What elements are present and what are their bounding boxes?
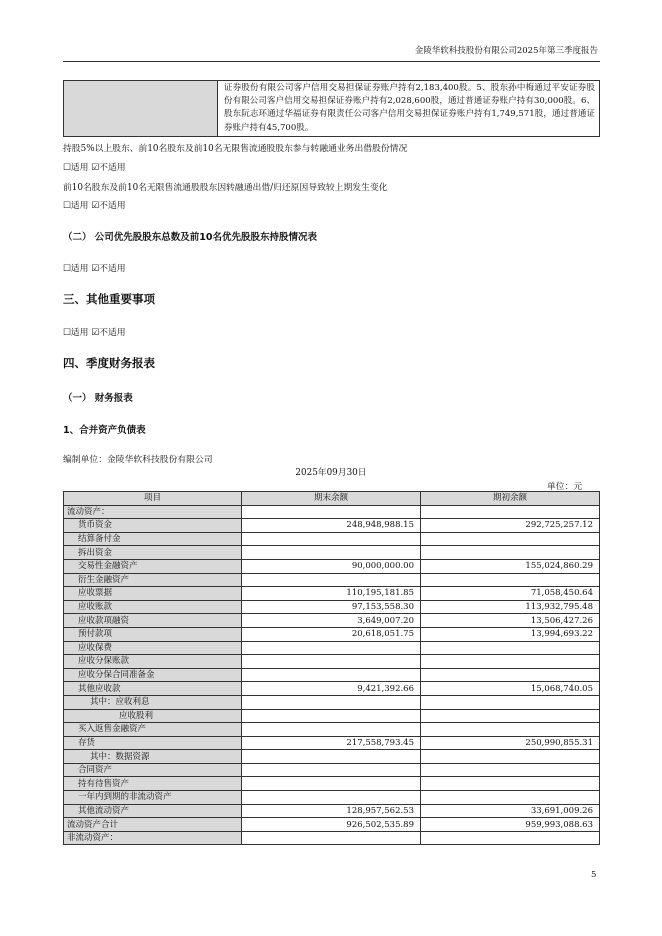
header-rule [63, 61, 600, 62]
row-item-label: 应收分保账款 [64, 655, 242, 669]
page-number: 5 [591, 870, 597, 880]
row-end-balance: 3,649,007.20 [242, 614, 421, 628]
row-end-balance [242, 546, 421, 560]
row-end-balance [242, 777, 421, 791]
row-item-label: 流动资产： [64, 505, 242, 519]
row-start-balance [421, 641, 600, 655]
row-start-balance [421, 831, 600, 845]
table-row [64, 791, 600, 805]
balance-sheet-table [63, 491, 600, 845]
row-end-balance [242, 709, 421, 723]
row-start-balance [421, 750, 600, 764]
row-item-label: 货币资金 [64, 519, 242, 533]
row-item-label: 买入返售金融资产 [64, 723, 242, 737]
currency-unit: 单位：元 [547, 482, 583, 492]
table-row [64, 546, 600, 560]
note-label-cell [64, 81, 218, 137]
lending-question: 持股5%以上股东、前10名股东及前10名无限售流通股股东参与转融通业务出借股份情况 [63, 144, 408, 154]
preferred-applicability: ☐适用 ☑不适用 [63, 264, 126, 274]
row-start-balance [421, 573, 600, 587]
row-start-balance: 250,990,855.31 [421, 736, 600, 750]
row-start-balance: 13,994,693.22 [421, 627, 600, 641]
row-start-balance [421, 709, 600, 723]
table-row [64, 627, 600, 641]
row-item-label: 其中：应收利息 [64, 695, 242, 709]
quarterly-statements-heading: 四、季度财务报表 [63, 356, 155, 370]
other-applicability: ☐适用 ☑不适用 [63, 328, 126, 338]
row-start-balance [421, 505, 600, 519]
row-item-label: 交易性金融资产 [64, 559, 242, 573]
row-item-label: 存货 [64, 736, 242, 750]
balance-sheet-heading: 1、合并资产负债表 [63, 425, 146, 436]
row-start-balance: 13,506,427.26 [421, 614, 600, 628]
row-end-balance: 926,502,535.89 [242, 818, 421, 832]
row-item-label: 拆出资金 [64, 546, 242, 560]
row-start-balance [421, 723, 600, 737]
row-start-balance [421, 532, 600, 546]
row-item-label: 非流动资产： [64, 831, 242, 845]
row-item-label: 应收股利 [64, 709, 242, 723]
row-end-balance: 110,195,181.85 [242, 587, 421, 601]
row-start-balance [421, 777, 600, 791]
table-row [64, 709, 600, 723]
row-item-label: 预付款项 [64, 627, 242, 641]
table-row [64, 668, 600, 682]
row-end-balance [242, 532, 421, 546]
row-start-balance: 33,691,009.26 [421, 804, 600, 818]
table-row [64, 695, 600, 709]
column-header-end-balance: 期末余额 [242, 492, 421, 506]
table-row [64, 655, 600, 669]
financial-statements-heading: （一） 财务报表 [63, 393, 133, 404]
row-start-balance [421, 668, 600, 682]
row-end-balance: 20,618,051.75 [242, 627, 421, 641]
table-row [64, 519, 600, 533]
row-start-balance [421, 695, 600, 709]
row-end-balance [242, 573, 421, 587]
row-item-label: 流动资产合计 [64, 818, 242, 832]
table-row [64, 818, 600, 832]
shareholder-note-table [63, 80, 600, 137]
row-end-balance [242, 763, 421, 777]
row-start-balance: 959,993,088.63 [421, 818, 600, 832]
table-row [64, 736, 600, 750]
row-item-label: 衍生金融资产 [64, 573, 242, 587]
row-start-balance: 292,725,257.12 [421, 519, 600, 533]
row-end-balance: 248,948,988.15 [242, 519, 421, 533]
table-row [64, 750, 600, 764]
row-item-label: 应收票据 [64, 587, 242, 601]
table-row [64, 532, 600, 546]
statement-date: 2025年09月30日 [295, 468, 367, 478]
row-start-balance [421, 655, 600, 669]
row-item-label: 其他应收款 [64, 682, 242, 696]
table-row [64, 682, 600, 696]
other-matters-heading: 三、其他重要事项 [63, 292, 155, 306]
change-question: 前10名股东及前10名无限售流通股股东因转融通出借/归还原因导致较上期发生变化 [63, 183, 388, 193]
table-row [64, 587, 600, 601]
lending-applicability: ☐适用 ☑不适用 [63, 163, 126, 173]
row-end-balance [242, 641, 421, 655]
preferred-heading: （二） 公司优先股股东总数及前10名优先股股东持股情况表 [63, 232, 318, 243]
row-item-label: 应收保费 [64, 641, 242, 655]
table-row [64, 573, 600, 587]
table-header-row [64, 492, 600, 506]
row-item-label: 其他流动资产 [64, 804, 242, 818]
row-end-balance: 128,957,562.53 [242, 804, 421, 818]
row-item-label: 应收款项融资 [64, 614, 242, 628]
row-end-balance [242, 831, 421, 845]
row-item-label: 应收分保合同准备金 [64, 668, 242, 682]
table-row [64, 777, 600, 791]
row-start-balance: 15,068,740.05 [421, 682, 600, 696]
table-row [64, 559, 600, 573]
shareholder-note-text: 证券股份有限公司客户信用交易担保证券账户持有2,183,400股。5、股东孙中梅通过平安证券股份有限公司客户信用交易担保证券账户持有2,028,600股，通过普通证券账户持有30,000股。6、股东阮志环通过华福证券有限责任公司客户信用交易担保证券账户持有1,749,571股，通过普通证券账户持有45,700股。 [218, 81, 600, 137]
row-start-balance [421, 763, 600, 777]
row-item-label: 合同资产 [64, 763, 242, 777]
row-item-label: 其中：数据资源 [64, 750, 242, 764]
table-row [64, 804, 600, 818]
row-end-balance: 90,000,000.00 [242, 559, 421, 573]
row-end-balance: 9,421,392.66 [242, 682, 421, 696]
row-start-balance [421, 546, 600, 560]
table-row [64, 614, 600, 628]
change-applicability: ☐适用 ☑不适用 [63, 201, 126, 211]
row-item-label: 持有待售资产 [64, 777, 242, 791]
compiler-line: 编制单位：金陵华软科技股份有限公司 [63, 455, 213, 465]
row-item-label: 应收账款 [64, 600, 242, 614]
row-start-balance: 71,058,450.64 [421, 587, 600, 601]
row-item-label: 结算备付金 [64, 532, 242, 546]
row-end-balance [242, 505, 421, 519]
row-end-balance [242, 668, 421, 682]
row-end-balance [242, 655, 421, 669]
row-start-balance: 113,932,795.48 [421, 600, 600, 614]
row-end-balance [242, 695, 421, 709]
row-start-balance [421, 791, 600, 805]
row-end-balance: 217,558,793.45 [242, 736, 421, 750]
row-end-balance [242, 723, 421, 737]
page-header: 金陵华软科技股份有限公司2025年第三季度报告 [414, 46, 598, 56]
column-header-item: 项目 [64, 492, 242, 506]
row-item-label: 一年内到期的非流动资产 [64, 791, 242, 805]
table-row [64, 505, 600, 519]
table-row [64, 600, 600, 614]
table-row [64, 641, 600, 655]
row-start-balance: 155,024,860.29 [421, 559, 600, 573]
table-row [64, 763, 600, 777]
table-row [64, 723, 600, 737]
row-end-balance: 97,153,558.30 [242, 600, 421, 614]
row-end-balance [242, 791, 421, 805]
table-row [64, 831, 600, 845]
row-end-balance [242, 750, 421, 764]
column-header-start-balance: 期初余额 [421, 492, 600, 506]
